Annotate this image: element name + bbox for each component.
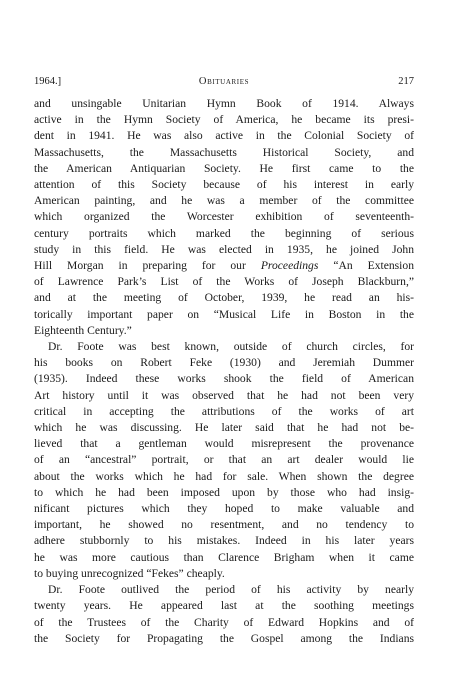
text-line: (1935). Indeed these works shook the field of American <box>34 372 414 386</box>
text-line: and at the meeting of October, 1939, he read an his- <box>34 291 414 305</box>
text-line: nificant pictures which they hoped to make valuable and <box>34 502 414 516</box>
text-line: adhere stubbornly to his mistakes. Indeed in his later years <box>34 534 414 548</box>
text-line: about the works which he had for sale. When shown the degree <box>34 469 414 483</box>
text-line: critical in accepting the attributions of the works of art <box>34 404 414 418</box>
text-line: lieved that a gentleman would misrepresent the provenance <box>34 437 414 451</box>
text-line: of the Trustees of the Charity of Edward Hopkins and of <box>34 615 414 629</box>
text-line: Massachusetts, the Massachusetts Historical Society, and <box>34 145 414 159</box>
text-line: Art history until it was observed that he had not been very <box>34 388 414 402</box>
text-line: of an “ancestral” portrait, or that an art dealer would lie <box>34 453 414 467</box>
running-head-section-title: Obituaries <box>198 76 250 87</box>
running-head <box>34 74 414 90</box>
text-line <box>34 258 414 274</box>
text-line: to buying unrecognized “Fekes” cheaply. <box>34 566 225 580</box>
paragraph <box>34 339 414 582</box>
paragraph <box>34 582 414 647</box>
text-line: and unsingable Unitarian Hymn Book of 1914. Always <box>34 97 414 110</box>
text-line: which organized the Worcester exhibition of seventeenth- <box>34 210 414 224</box>
text-line: of Lawrence Park’s List of the Works of Joseph Blackburn,” <box>34 275 414 289</box>
text-line: study in this field. He was elected in 1935, he joined John <box>34 242 414 256</box>
text-segment: Hill Morgan in preparing for our <box>34 259 261 273</box>
text-line: important, he showed no resentment, and no tendency to <box>34 518 414 532</box>
text-line: the American Antiquarian Society. He first came to the <box>34 161 414 175</box>
text-line: his books on Robert Feke (1930) and Jeremiah Dummer <box>34 356 414 370</box>
text-line: which he was discussing. He later said that he had not be- <box>34 421 414 435</box>
text-line: American painting, and he was a member of the committee <box>34 194 414 208</box>
text-line: torically important paper on “Musical Life in Boston in the <box>34 307 414 321</box>
paragraph <box>34 96 414 339</box>
text-line: to which he had been imposed upon by those who had insig- <box>34 485 414 499</box>
text-line: active in the Hymn Society of America, he became its presi- <box>34 113 414 127</box>
text-line: Eighteenth Century.” <box>34 323 132 337</box>
running-head-year: 1964.] <box>34 76 62 87</box>
italic-title: Proceedings <box>260 259 319 273</box>
text-line: attention of this Society because of his interest in early <box>34 178 414 192</box>
text-line: dent in 1941. He was also active in the Colonial Society of <box>34 129 414 143</box>
text-line: Dr. Foote outlived the period of his activity by nearly <box>48 583 414 597</box>
text-line: he was more cautious than Clarence Brigham when it came <box>34 550 414 564</box>
text-line: the Society for Propagating the Gospel among the Indians <box>34 631 414 645</box>
body-text <box>34 96 414 647</box>
text-line: twenty years. He appeared last at the soothing meetings <box>34 599 414 613</box>
page-number: 217 <box>398 76 414 87</box>
text-line: century portraits which marked the beginning of serious <box>34 226 414 240</box>
text-line: Dr. Foote was best known, outside of church circles, for <box>48 340 414 354</box>
text-segment: “An Extension <box>318 259 415 273</box>
